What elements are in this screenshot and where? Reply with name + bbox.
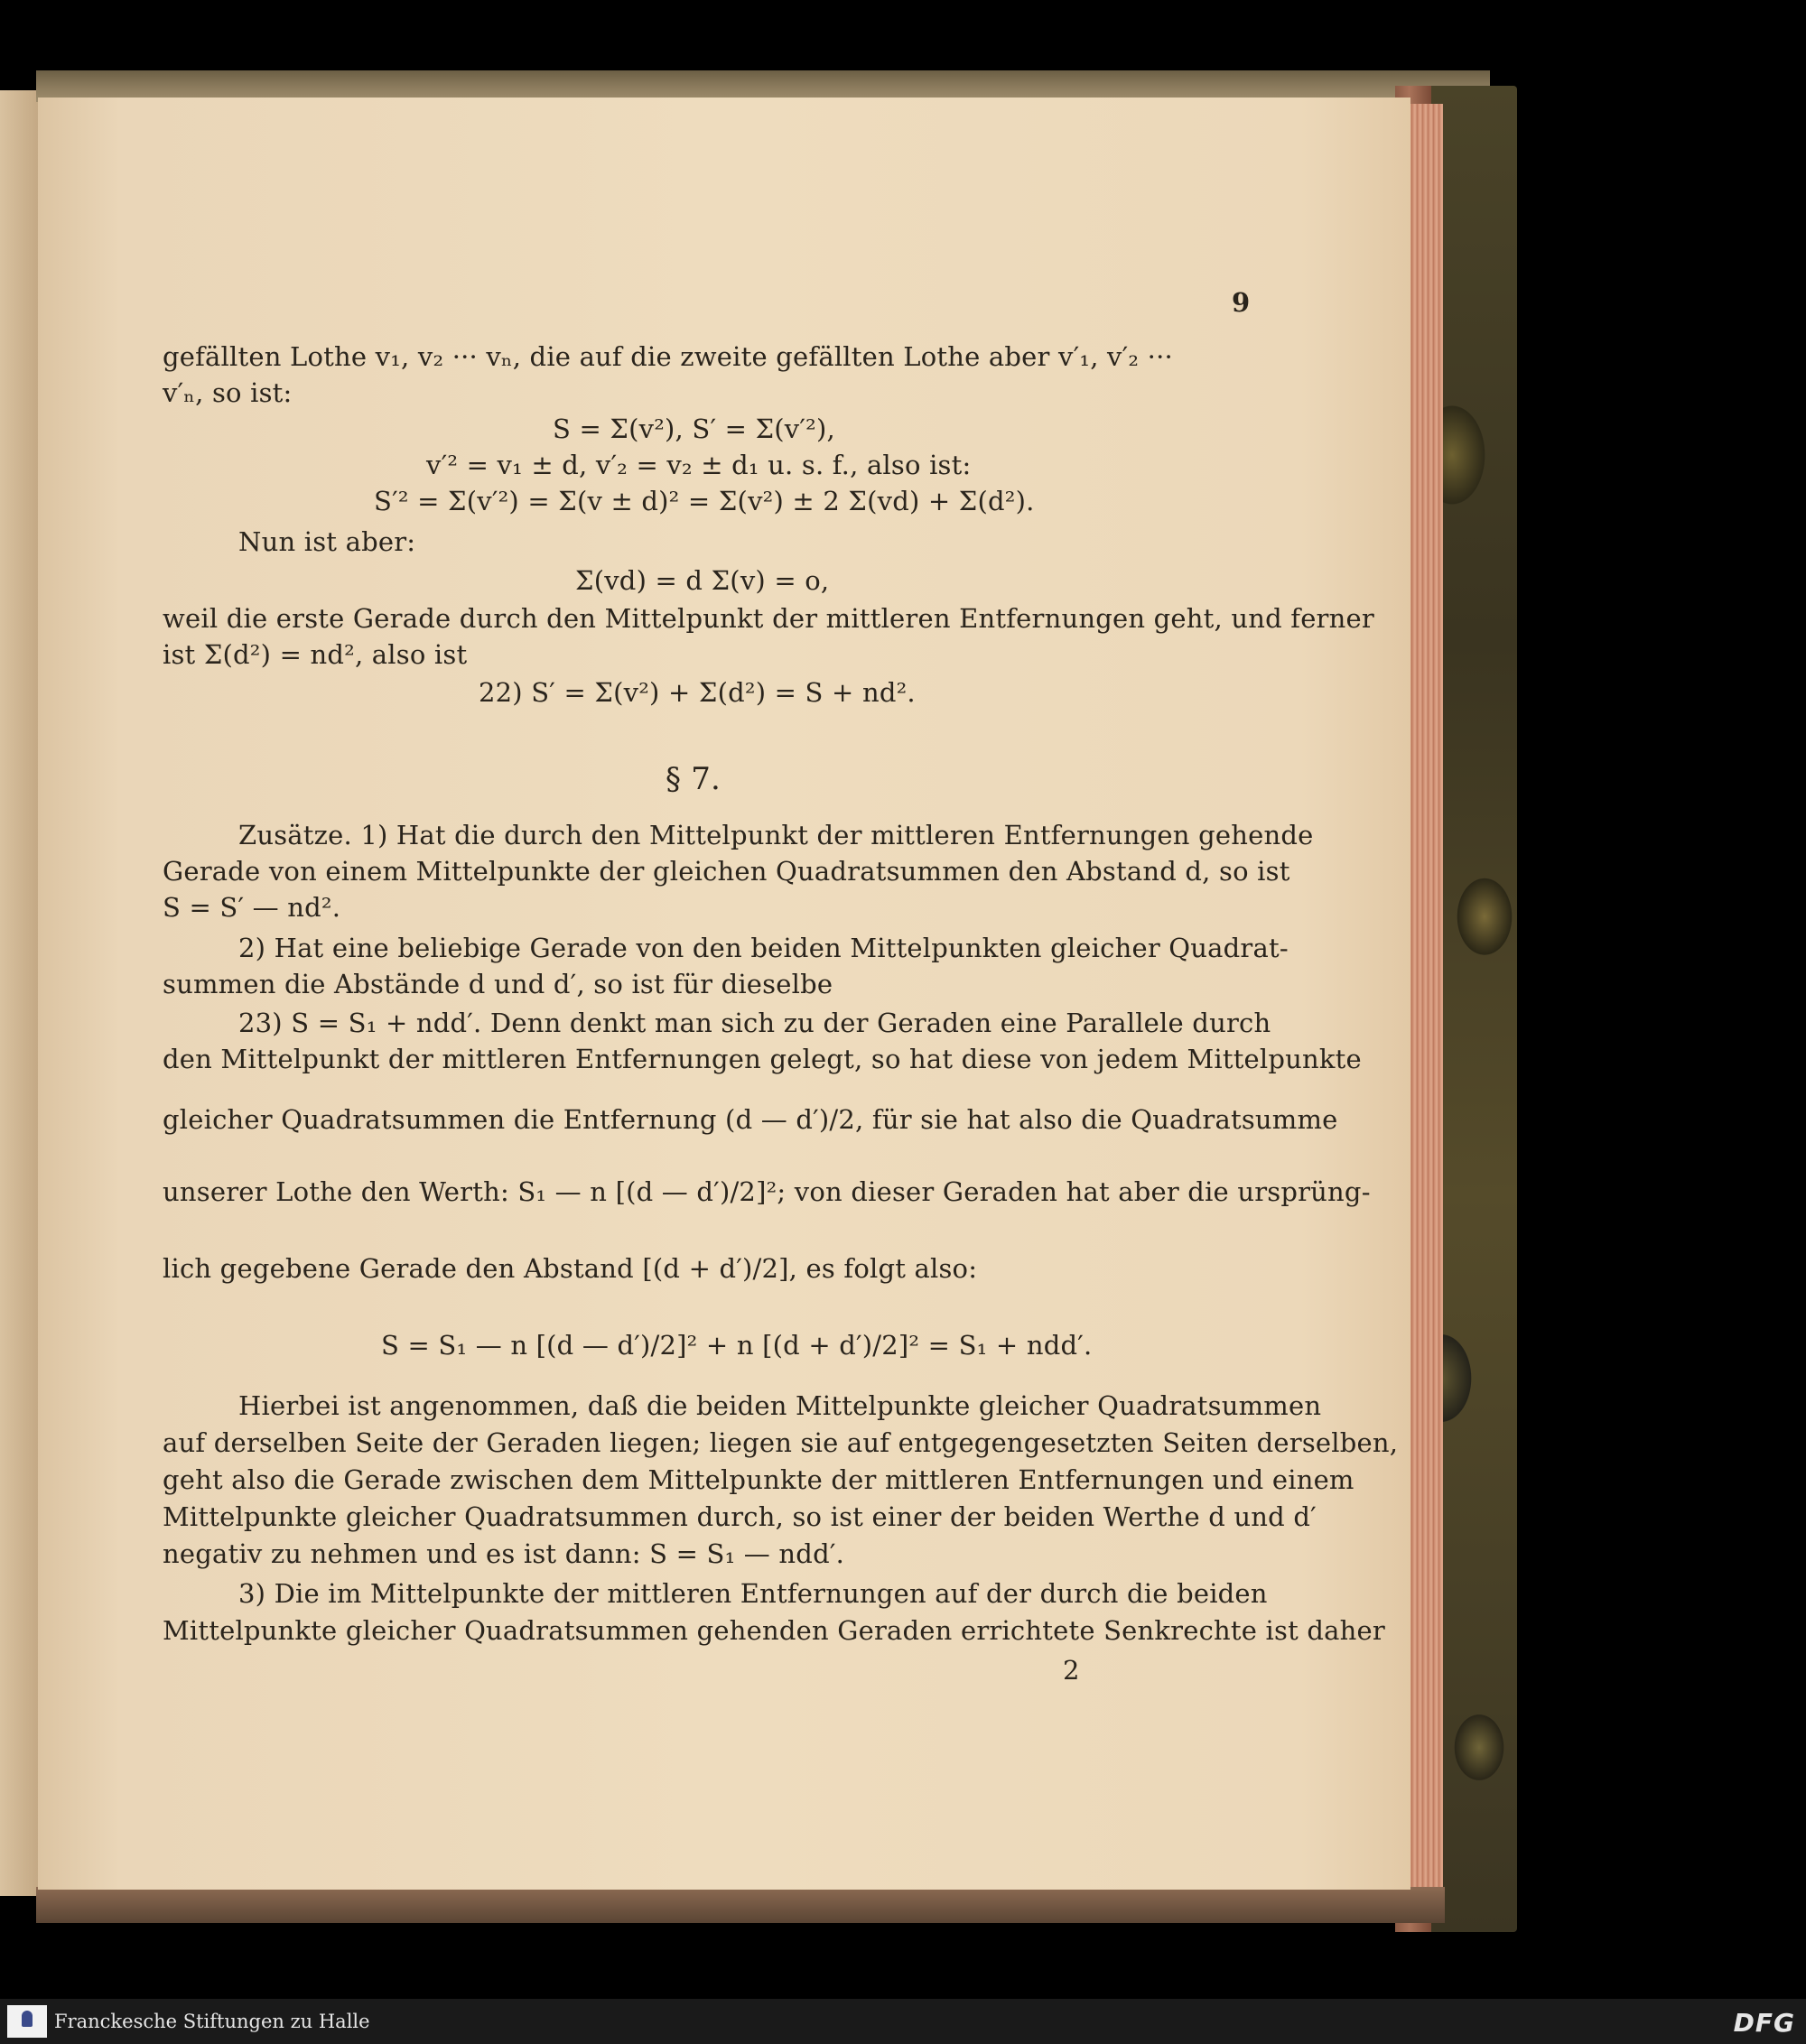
section-heading: § 7. [666,761,721,797]
text-line: negativ zu nehmen und es ist dann: S = S₁ — ndd′. [163,1538,845,1569]
text-line: Mittelpunkte gleicher Quadratsummen gehenden Geraden errichtete Senkrechte ist daher [163,1615,1385,1646]
text-line: auf derselben Seite der Geraden liegen; liegen sie auf entgegengesetzten Seiten derselben, [163,1427,1399,1458]
page-body [38,98,1410,1890]
institution-logo-icon [7,2005,47,2038]
text-line: summen die Abstände d und d′, so ist für dieselbe [163,969,833,999]
formula-line: v′² = v₁ ± d, v′₂ = v₂ ± d₁ u. s. f., also ist: [426,450,972,480]
text-line: Zusätze. 1) Hat die durch den Mittelpunkt der mittleren Entfernungen gehende [238,820,1314,850]
text-line: Nun ist aber: [238,526,416,557]
formula-line: S′² = Σ(v′²) = Σ(v ± d)² = Σ(v²) ± 2 Σ(vd) + Σ(d²). [374,486,1035,516]
facing-page-edge [0,90,38,1896]
formula-line: Σ(vd) = d Σ(v) = o, [575,565,830,596]
dfg-logo: DFG [1733,2008,1795,2038]
institution-name: Franckesche Stiftungen zu Halle [54,2011,370,2032]
text-line: lich gegebene Gerade den Abstand [(d + d′)/2], es folgt also: [163,1253,978,1284]
text-line: 2) Hat eine beliebige Gerade von den beiden Mittelpunkten gleicher Quadrat- [238,933,1289,963]
text-line: Mittelpunkte gleicher Quadratsummen durch, so ist einer der beiden Werthe d und d′ [163,1501,1317,1532]
page-stack-edges [1407,104,1443,1891]
text-line: ist Σ(d²) = nd², also ist [163,639,468,670]
text-line: unserer Lothe den Werth: S₁ — n [(d — d′)/2]²; von dieser Geraden hat aber die ursprüng- [163,1176,1371,1207]
book-bottom-edge [36,1887,1445,1923]
text-line: S = S′ — nd². [163,892,341,923]
text-line: gefällten Lothe v₁, v₂ ··· vₙ, die auf die zweite gefällten Lothe aber v′₁, v′₂ ··· [163,341,1173,372]
formula-line: S = S₁ — n [(d — d′)/2]² + n [(d + d′)/2]² = S₁ + ndd′. [381,1330,1093,1361]
formula-line: S = Σ(v²), S′ = Σ(v′²), [553,413,835,444]
text-line: 3) Die im Mittelpunkte der mittleren Entfernungen auf der durch die beiden [238,1578,1268,1609]
text-line: Hierbei ist angenommen, daß die beiden Mittelpunkte gleicher Quadratsummen [238,1390,1322,1421]
text-line: weil die erste Gerade durch den Mittelpunkt der mittleren Entfernungen geht, und ferner [163,603,1374,634]
text-line: Gerade von einem Mittelpunkte der gleichen Quadratsummen den Abstand d, so ist [163,856,1290,887]
equation-23: 23) S = S₁ + ndd′. Denn denkt man sich zu der Geraden eine Parallele durch [238,1008,1271,1038]
text-line: geht also die Gerade zwischen dem Mittelpunkte der mittleren Entfernungen und einem [163,1464,1354,1495]
equation-22: 22) S′ = Σ(v²) + Σ(d²) = S + nd². [479,677,916,708]
viewer-footer [0,1999,1806,2044]
text-line: gleicher Quadratsummen die Entfernung (d — d′)/2, für sie hat also die Quadratsumme [163,1104,1338,1135]
signature-mark: 2 [1063,1655,1080,1686]
text-line: v′ₙ, so ist: [163,377,293,408]
page-number: 9 [1232,287,1251,318]
text-line: den Mittelpunkt der mittleren Entfernungen gelegt, so hat diese von jedem Mittelpunkte [163,1044,1362,1074]
